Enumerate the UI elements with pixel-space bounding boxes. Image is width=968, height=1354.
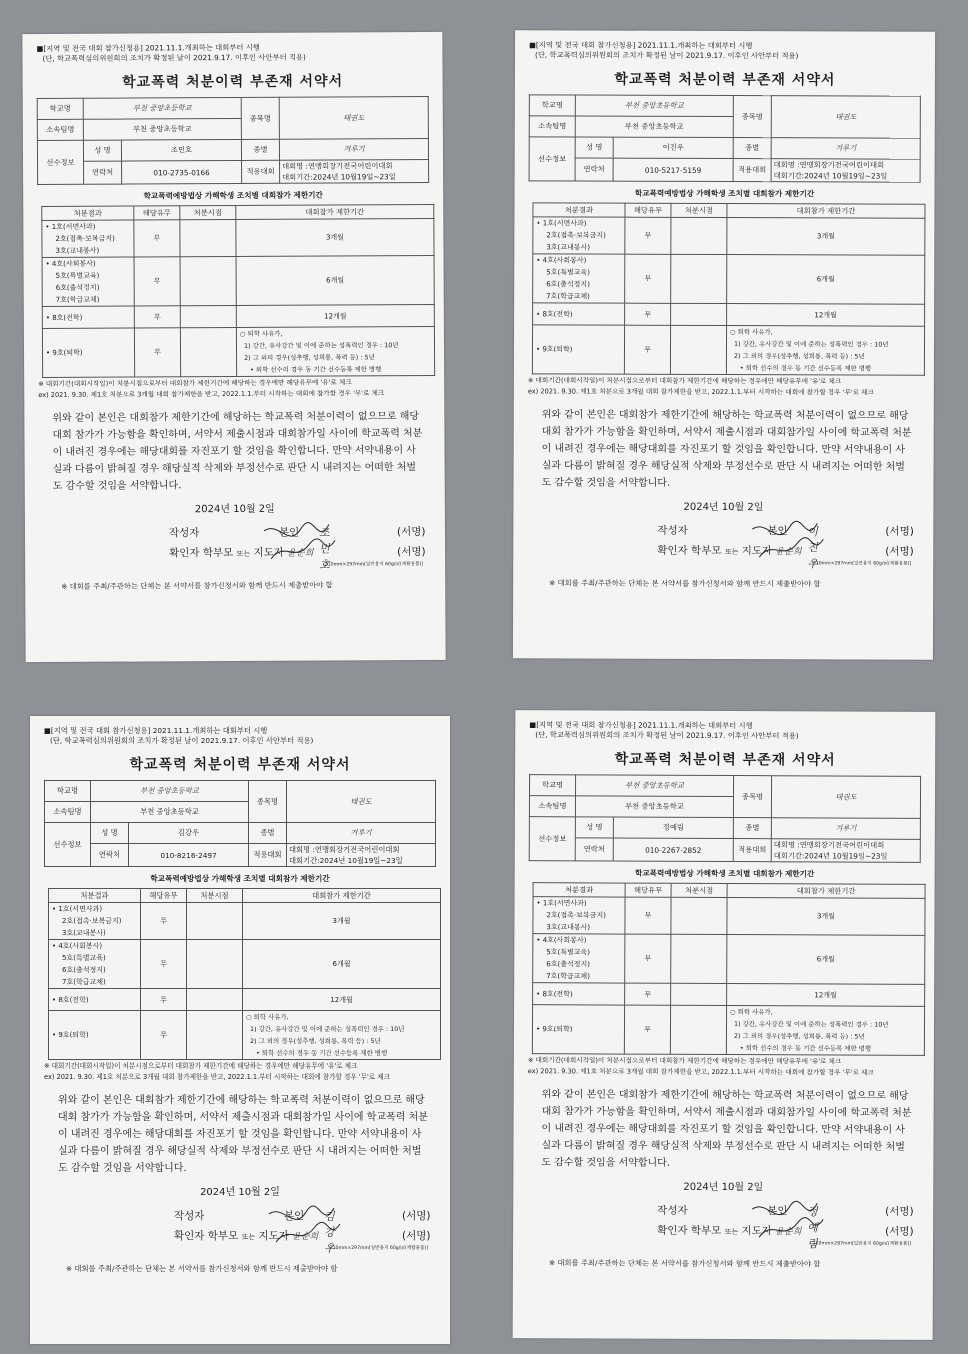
table-row (42, 255, 434, 306)
school-label: 학교명 (45, 781, 91, 802)
player-phone: 010-2735-0166 (122, 160, 242, 184)
list-item: 6호(출석정지) (55, 283, 100, 292)
period-value: 6개월 (727, 255, 925, 305)
col-period: 대회참가 제한기간 (236, 204, 434, 219)
player-name: 조민호 (121, 139, 241, 161)
school-value: 부천 중앙초등학교 (83, 97, 241, 119)
writer-label: 작성자 (174, 1210, 205, 1222)
col-applicable: 해당유무 (134, 206, 180, 220)
applicable-value: 무 (141, 940, 187, 989)
applicable-value: 무 (134, 257, 180, 306)
parent-label: 학부모 (207, 1230, 239, 1242)
list-item: 3호(교내봉사) (546, 243, 591, 252)
or-label: 또는 (724, 548, 739, 557)
team-label: 소속팀명 (529, 116, 575, 137)
expulsion-line: • 퇴학 선수의 경우 동 기간 선수등록 제한 병행 (739, 1044, 872, 1053)
contact-label: 연락처 (91, 844, 129, 867)
table-row (49, 1011, 441, 1060)
header-line: ■[지역 및 전국 대회 참가신청용] 2021.11.1.개최하는 대회부터 시행 (44, 726, 268, 735)
comp-period: 대회기간:2024년 10월19일~23일 (282, 172, 396, 182)
date-cell (671, 217, 727, 254)
list-item: 2호(접촉·보복금지) (62, 917, 122, 925)
team-label: 소속팀명 (529, 796, 575, 817)
list-item: 5호(특별교육) (546, 948, 591, 957)
date-cell (670, 325, 726, 374)
date-cell (180, 305, 236, 327)
list-item: 2호(접촉·보복금지) (546, 911, 606, 920)
list-item: • 1호(서면사과) (536, 219, 587, 228)
period-value: 3개월 (236, 218, 434, 256)
list-item: • 8호(전학) (49, 989, 141, 1011)
list-item: • 9호(퇴학) (42, 328, 134, 377)
list-item: 2호(접촉·보복금지) (55, 234, 115, 243)
applicable-value: 무 (625, 254, 671, 303)
header-subline: (단, 학교폭력심의위원회의 조치가 확정된 날이 2021.9.17. 이후인 사안부터 적용) (535, 730, 799, 741)
expulsion-line: 1) 강간, 유사강간 및 이에 준하는 성폭력인 경우 : 10년 (733, 1020, 889, 1029)
player-info-table (37, 96, 429, 185)
date-cell (180, 219, 236, 256)
date-cell (671, 983, 727, 1005)
header-line: ■[지역 및 전국 대회 참가신청용] 2021.11.1.개최하는 대회부터 시행 (529, 720, 753, 731)
player-phone: 010-8216-2497 (129, 844, 249, 867)
school-value: 부천 중앙초등학교 (575, 95, 733, 117)
col-period: 대회참가 제한기간 (243, 889, 441, 903)
comp-label: 적용대회 (733, 159, 771, 182)
header-subline: (단, 학교폭력심의위원회의 조치가 확정된 날이 2021.9.17. 이후인 사안부터 적용) (42, 52, 306, 63)
player-info-label: 선수정보 (529, 137, 575, 181)
expulsion-line: ○ 퇴학 사유가, (246, 1013, 289, 1021)
pledge-date: 2024년 10월 2일 (200, 1187, 280, 1198)
expulsion-line: ○ 퇴학 사유가, (730, 328, 773, 337)
date-cell (671, 897, 727, 934)
pledge-text: 위와 같이 본인은 대회참가 제한기간에 해당하는 학교폭력 처분이력이 없으므로 해당 대회 참가가 가능함을 확인하며, 서약서 제출시점과 대회참가일 사이에 학교폭력 처분이 내려진 경우에는 해당대회를 자진포기 할 것임을 확인합니다. 만약 서약내용이 사실과 다름이 밝혀질 경우 해당실적 삭제와 부정선수로 판단 시 내려지는 어떠한 처벌도 감수할 것임을 서약합니다. (58, 1095, 428, 1174)
coach-sign: 윤순희 (775, 1227, 802, 1238)
list-item: 6호(출석정지) (62, 966, 106, 974)
list-item: • 4호(사회봉사) (536, 936, 587, 945)
table-note: ※ 대회기간(대회시작일)이 처분시점으로부터 대회참가 제한기간에 해당하는 경우에만 해당유무에 '유'로 체크 (527, 376, 842, 386)
signature-block (44, 1208, 436, 1255)
period-value: 6개월 (236, 255, 434, 305)
or-label: 또는 (241, 1233, 256, 1241)
applicable-value: 무 (134, 306, 180, 328)
list-item: • 9호(퇴학) (532, 1005, 624, 1054)
sign-mark: (서명) (397, 545, 426, 559)
coach-label: 지도자 (741, 1225, 773, 1238)
table-row (49, 940, 441, 989)
pledge-text: 위와 같이 본인은 대회참가 제한기간에 해당하는 학교폭력 처분이력이 없으므로 해당 대회 참가가 가능함을 확인하며, 서약서 제출시점과 대회참가일 사이에 학교폭력 처분이 내려진 경우에는 해당대회를 자진포기 할 것임을 확인합니다. 만약 서약내용이 사실과 다름이 밝혀질 경우 해당실적 삭제와 부정선수로 판단 시 내려지는 어떠한 처벌도 감수할 것임을 서약합니다. (541, 409, 912, 489)
list-item: • 4호(사회봉사) (45, 259, 96, 268)
table-note-example: ex) 2021. 9.30. 제1호 처분으로 3개월 대회 참가제한을 받고, 2022.1.1.부터 시작하는 대회에 참가할 경우 '무'로 체크 (527, 387, 874, 397)
col-applicable: 해당유무 (625, 883, 671, 897)
player-info-table (529, 94, 921, 182)
table-row (533, 254, 925, 304)
applicable-value: 무 (625, 934, 671, 983)
applicable-value: 무 (625, 983, 671, 1005)
player-info-label: 선수정보 (45, 823, 91, 867)
period-value: 6개월 (727, 935, 925, 985)
expulsion-line: 2) 그 외의 경우(성추행, 성희롱, 폭력 등) : 5년 (733, 1032, 865, 1041)
team-value: 부천 중앙초등학교 (575, 796, 733, 818)
list-item: 7호(학급교체) (55, 295, 100, 304)
team-label: 소속팀명 (37, 119, 83, 140)
footer-note: ※ 대회를 주최/주관하는 단체는 본 서약서를 참가신청서와 함께 반드시 제출받아야 함 (548, 1258, 821, 1269)
expulsion-line: 1) 강간, 유사강간 및 이에 준하는 성폭력인 경우 : 10년 (250, 1025, 405, 1033)
player-info-table (44, 780, 436, 867)
table-row (533, 934, 925, 985)
school-value: 부천 중앙초등학교 (91, 781, 249, 802)
table-row (49, 903, 441, 940)
date-cell (671, 254, 727, 303)
school-value: 부천 중앙초등학교 (575, 775, 733, 797)
signed-name: 김강우 (324, 1210, 335, 1255)
comp-period: 대회기간:2024년 10월19일~23일 (773, 851, 888, 861)
school-label: 학교명 (37, 98, 83, 119)
date-cell (187, 989, 243, 1011)
expulsion-line: • 퇴학 선수의 경우 동 기간 선수등록 제한 병행 (250, 365, 382, 374)
sport-label: 종목명 (733, 776, 771, 818)
col-date: 처분시점 (671, 883, 727, 897)
restriction-table (41, 204, 435, 378)
sign-mark: (서명) (885, 1225, 914, 1238)
signature-block (527, 522, 919, 571)
expulsion-line: • 퇴학 선수의 경우 동 기간 선수등록 제한 병행 (256, 1049, 388, 1057)
sport-value: 태권도 (771, 776, 920, 819)
table-row (49, 989, 441, 1011)
header-subline: (단, 학교폭력심의위원회의 조치가 확정된 날이 2021.9.17. 이후인 사안부터 적용) (50, 736, 314, 745)
col-result: 처분결과 (533, 883, 625, 897)
applicable-value: 무 (624, 1005, 670, 1054)
contact-label: 연락처 (575, 838, 613, 861)
pledge-text: 위와 같이 본인은 대회참가 제한기간에 해당하는 학교폭력 처분이력이 없으므로 해당 대회 참가가 가능함을 확인하며, 서약서 제출시점과 대회참가일 사이에 학교폭력 처분이 내려진 경우에는 해당대회를 자진포기 할 것임을 확인합니다. 만약 서약내용이 사실과 다름이 밝혀질 경우 해당실적 삭제와 부정선수로 판단 시 내려지는 어떠한 처벌도 감수할 것임을 서약합니다. (541, 1089, 912, 1169)
comp-name: 대회명 :연맹회장기전국어린이대회 (282, 161, 393, 171)
table-row (532, 1005, 924, 1056)
restriction-table (532, 202, 926, 375)
restriction-subheading: 학교폭력예방법상 가해학생 조치별 대회참가 제한기간 (150, 874, 330, 883)
contact-label: 연락처 (575, 158, 613, 181)
signature-block (527, 1202, 919, 1251)
pledge-form (22, 32, 445, 662)
comp-name: 대회명 :연맹회장기전국어린이대회 (773, 160, 885, 170)
player-name: 김강우 (129, 823, 249, 844)
event-label: 종별 (733, 818, 771, 839)
event-value: 겨루기 (287, 823, 436, 844)
team-value: 부천 중앙초등학교 (83, 118, 241, 140)
list-item: • 8호(전학) (42, 306, 134, 328)
or-label: 또는 (724, 1228, 739, 1237)
footer-note: ※ 대회를 주최/주관하는 단체는 본 서약서를 참가신청서와 함께 반드시 제출받아야 함 (61, 580, 333, 591)
self-label: 본인 (278, 526, 300, 539)
date-cell (180, 327, 236, 376)
date-cell (187, 1011, 243, 1060)
col-date: 처분시점 (180, 205, 236, 219)
expulsion-line: 2) 그 외의 경우(성추행, 성희롱, 폭력 등) : 5년 (250, 1037, 381, 1045)
period-value: 12개월 (243, 989, 441, 1011)
list-item: • 8호(전학) (533, 303, 625, 325)
writer-label: 작성자 (657, 524, 688, 537)
parent-label: 학부모 (691, 544, 722, 557)
confirmer-label: 확인자 (169, 547, 200, 560)
signature-block (39, 524, 431, 570)
list-item: • 4호(사회봉사) (52, 942, 103, 950)
signature-scribble-icon (747, 517, 827, 563)
event-label: 종별 (733, 138, 771, 159)
table-note-example: ex) 2021. 9.30. 제1호 처분으로 3개월 대회 참가제한을 받고, 2022.1.1.부터 시작하는 대회에 참가할 경우 '무'로 체크 (527, 1067, 874, 1077)
date-cell (671, 303, 727, 325)
player-phone: 010-2267-2852 (613, 838, 733, 862)
expulsion-line: 2) 그 외의 경우(성추행, 성희롱, 폭력 등) : 5년 (244, 353, 375, 362)
period-value: 3개월 (727, 218, 925, 256)
signature-scribble-icon (747, 1197, 827, 1243)
list-item: 3호(교내봉사) (55, 246, 100, 255)
coach-sign: 윤순희 (775, 547, 802, 558)
list-item: • 9호(퇴학) (532, 325, 624, 374)
list-item: 6호(출석정지) (546, 960, 591, 969)
comp-label: 적용대회 (249, 844, 287, 867)
footer-note: ※ 대회를 주최/주관하는 단체는 본 서약서를 참가신청서와 함께 반드시 제출받아야 함 (66, 1264, 338, 1273)
team-value: 부천 중앙초등학교 (91, 802, 249, 823)
paper-spec: 210mm×297mm[일반용지 60g/㎡(재활용품)] (812, 1241, 912, 1247)
applicable-value: 무 (134, 220, 180, 257)
applicable-value: 무 (134, 328, 180, 377)
date-cell (671, 934, 727, 983)
restriction-subheading: 학교폭력예방법상 가해학생 조치별 대회참가 제한기간 (143, 190, 323, 201)
confirmer-label: 확인자 (657, 544, 688, 557)
applicable-value: 무 (624, 325, 670, 374)
applicable-value: 무 (141, 989, 187, 1011)
writer-label: 작성자 (657, 1204, 688, 1217)
writer-label: 작성자 (168, 527, 200, 540)
name-label: 성 명 (91, 823, 129, 844)
table-row (533, 303, 925, 326)
signature-scribble-icon (259, 518, 339, 564)
list-item: 7호(학급교체) (546, 292, 590, 301)
applicable-value: 무 (625, 303, 671, 325)
date-cell (187, 940, 243, 989)
list-item: 2호(접촉·보복금지) (546, 231, 606, 240)
restriction-table (48, 888, 441, 1060)
coach-sign: 윤순희 (292, 1232, 319, 1242)
restriction-table (532, 882, 926, 1056)
restriction-subheading: 학교폭력예방법상 가해학생 조치별 대회참가 제한기간 (634, 868, 815, 879)
header-line: ■[지역 및 전국 대회 참가신청용] 2021.11.1.개최하는 대회부터 시행 (529, 40, 753, 51)
parent-label: 학부모 (202, 547, 234, 560)
name-label: 성 명 (575, 137, 613, 158)
header-subline: (단, 학교폭력심의위원회의 조치가 확정된 날이 2021.9.17. 이후인 사안부터 적용) (534, 50, 799, 61)
sign-mark: (서명) (885, 525, 914, 538)
table-row (42, 326, 434, 377)
signed-name: 정예림 (807, 1205, 818, 1251)
restriction-subheading: 학교폭력예방법상 가해학생 조치별 대회참가 제한기간 (634, 188, 815, 199)
form-title: 학교폭력 처분이력 부존재 서약서 (614, 751, 836, 769)
coach-label: 지도자 (258, 1230, 289, 1242)
comp-label: 적용대회 (242, 160, 280, 183)
sport-label: 종목명 (249, 781, 287, 823)
list-item: • 1호(서면사과) (536, 899, 587, 908)
col-date: 처분시점 (187, 889, 243, 903)
name-label: 성 명 (83, 140, 121, 161)
table-row (42, 304, 434, 328)
pledge-date: 2024년 10월 2일 (683, 501, 764, 514)
period-value: 12개월 (236, 304, 434, 327)
sign-mark: (서명) (885, 545, 914, 558)
applicable-value: 무 (141, 1011, 187, 1060)
paper-spec: 210mm×297mm[일반용지 60g/㎡(재활용품)] (812, 561, 912, 567)
form-title: 학교폭력 처분이력 부존재 서약서 (129, 757, 351, 773)
comp-period: 대회기간:2024년 10월19일~23일 (289, 856, 403, 865)
pledge-date: 2024년 10월 2일 (683, 1181, 764, 1194)
applicable-value: 무 (625, 897, 671, 934)
col-applicable: 해당유무 (625, 203, 671, 217)
signed-name: 조민호 (318, 526, 330, 572)
paper-spec: 210mm×297mm[일반용지 60g/㎡(재활용품)] (329, 1246, 428, 1251)
col-applicable: 해당유무 (141, 889, 187, 903)
col-result: 처분결과 (49, 889, 141, 903)
player-info-label: 선수정보 (37, 140, 83, 184)
expulsion-line: ○ 퇴학 사유가, (239, 329, 283, 338)
event-label: 종별 (241, 139, 279, 160)
list-item: 7호(학급교체) (546, 972, 590, 981)
pledge-date: 2024년 10월 2일 (194, 503, 275, 516)
contact-label: 연락처 (84, 161, 122, 184)
sport-value: 태권도 (287, 781, 436, 823)
table-row (42, 218, 434, 257)
col-date: 처분시점 (671, 203, 727, 217)
pledge-form (30, 716, 450, 1344)
event-value: 겨루기 (771, 138, 920, 160)
list-item: • 1호(서면사과) (52, 905, 103, 913)
period-value: 3개월 (727, 898, 925, 936)
comp-period: 대회기간:2024년 10월19일~23일 (773, 171, 888, 181)
name-label: 성 명 (575, 817, 613, 838)
list-item: 5호(특별교육) (55, 271, 100, 280)
period-value: 12개월 (727, 984, 925, 1007)
date-cell (180, 256, 236, 305)
period-value: 12개월 (727, 304, 925, 327)
player-name: 이진우 (613, 137, 733, 158)
table-note-example: ex) 2021. 9.30. 제1호 처분으로 3개월 대회 참가제한을 받고, 2022.1.1.부터 시작하는 대회에 참가할 경우 '무'로 체크 (38, 389, 385, 400)
col-period: 대회참가 제한기간 (727, 204, 925, 219)
player-name: 정예림 (613, 817, 733, 839)
col-period: 대회참가 제한기간 (727, 884, 925, 899)
col-result: 처분결과 (42, 206, 134, 220)
list-item: • 8호(전학) (533, 983, 625, 1005)
col-result: 처분결과 (533, 203, 625, 217)
list-item: • 1호(서면사과) (45, 222, 96, 231)
sign-mark: (서명) (402, 1210, 431, 1222)
table-row (532, 325, 924, 375)
player-phone: 010-5217-5159 (613, 158, 733, 181)
list-item: 6호(출석정지) (546, 280, 590, 289)
header-line: ■[지역 및 전국 대회 참가신청용] 2021.11.1.개최하는 대회부터 시행 (36, 42, 260, 54)
sport-value: 태권도 (279, 96, 428, 139)
team-label: 소속팀명 (45, 802, 91, 823)
list-item: 3호(교내봉사) (546, 923, 591, 932)
period-value: 6개월 (243, 940, 441, 989)
player-info-table (529, 774, 921, 863)
sign-mark: (서명) (396, 526, 426, 539)
paper-spec: 210mm×297mm[일반용지 60g/㎡(재활용품)] (324, 562, 424, 568)
confirmer-label: 확인자 (174, 1230, 205, 1242)
applicable-value: 무 (625, 217, 671, 254)
table-note: ※ 대회기간(대회시작일)이 처분시점으로부터 대회참가 제한기간에 해당하는 경우에만 해당유무에 '유'로 체크 (44, 1062, 358, 1070)
school-label: 학교명 (529, 775, 575, 796)
date-cell (670, 1005, 726, 1054)
sport-label: 종목명 (733, 96, 771, 138)
self-label: 본인 (767, 1205, 788, 1218)
list-item: 5호(특별교육) (546, 268, 591, 277)
player-info-label: 선수정보 (529, 817, 575, 861)
pledge-text: 위와 같이 본인은 대회참가 제한기간에 해당하는 학교폭력 처분이력이 없으므로 해당 대회 참가가 가능함을 확인하며, 서약서 제출시점과 대회참가일 사이에 학교폭력 처분이 내려진 경우에는 해당대회를 자진포기 할 것임을 확인합니다. 만약 서약내용이 사실과 다름이 밝혀질 경우 해당실적 삭제와 부정선수로 판단 시 내려지는 어떠한 처벌도 감수할 것임을 서약합니다. (52, 411, 423, 492)
form-title: 학교폭력 처분이력 부존재 서약서 (122, 73, 344, 91)
signature-scribble-icon (264, 1202, 344, 1248)
comp-name: 대회명 :연맹회장기전국어린이대회 (289, 845, 400, 854)
expulsion-line: 1) 강간, 유사강간 및 이에 준하는 성폭력인 경우 : 10년 (733, 340, 889, 349)
parent-label: 학부모 (690, 1224, 722, 1237)
list-item: • 9호(퇴학) (49, 1011, 141, 1060)
coach-sign: 윤순희 (287, 548, 314, 559)
coach-label: 지도자 (741, 545, 773, 558)
table-row (533, 983, 925, 1007)
expulsion-line: 1) 강간, 유사강간 및 이에 준하는 성폭력인 경우 : 10년 (243, 341, 399, 350)
event-label: 종별 (249, 823, 287, 844)
table-row (533, 217, 925, 255)
event-value: 겨루기 (279, 138, 428, 160)
self-label: 본인 (284, 1210, 305, 1222)
confirmer-label: 확인자 (657, 1224, 688, 1237)
pledge-form (513, 710, 936, 1340)
self-label: 본인 (767, 525, 788, 538)
school-label: 학교명 (529, 95, 575, 116)
sign-mark: (서명) (402, 1230, 431, 1242)
table-note: ※ 대회기간(대회시작일)이 처분시점으로부터 대회참가 제한기간에 해당하는 경우에만 해당유무에 '유'로 체크 (527, 1056, 842, 1066)
period-value: 3개월 (243, 903, 441, 940)
sport-value: 태권도 (771, 96, 920, 139)
sport-label: 종목명 (241, 97, 279, 139)
expulsion-line: ○ 퇴학 사유가, (730, 1008, 773, 1017)
comp-label: 적용대회 (733, 839, 771, 862)
table-note: ※ 대회기간(대회시작일)이 처분시점으로부터 대회참가 제한기간에 해당하는 경우에만 해당유무에 '유'로 체크 (38, 378, 352, 389)
footer-note: ※ 대회를 주최/주관하는 단체는 본 서약서를 참가신청서와 함께 반드시 제출받아야 함 (549, 578, 821, 589)
applicable-value: 무 (141, 903, 187, 940)
team-value: 부천 중앙초등학교 (575, 116, 733, 138)
date-cell (187, 903, 243, 940)
list-item: 7호(학급교체) (62, 978, 106, 986)
form-title: 학교폭력 처분이력 부존재 서약서 (614, 71, 836, 89)
list-item: 3호(교내봉사) (62, 929, 106, 937)
pledge-form (513, 30, 935, 659)
table-row (533, 897, 925, 936)
event-value: 겨루기 (771, 818, 920, 840)
table-note-example: ex) 2021. 9.30. 제1호 처분으로 3개월 대회 참가제한을 받고, 2022.1.1.부터 시작하는 대회에 참가할 경우 '무'로 체크 (44, 1073, 391, 1081)
list-item: 5호(특별교육) (62, 954, 106, 962)
or-label: 또는 (236, 549, 251, 558)
list-item: • 4호(사회봉사) (536, 256, 587, 265)
comp-name: 대회명 :연맹회장기전국어린이대회 (773, 840, 885, 850)
sign-mark: (서명) (885, 1205, 914, 1218)
signed-name: 이진우 (807, 525, 819, 571)
expulsion-line: 2) 그 외의 경우(성추행, 성희롱, 폭력 등) : 5년 (733, 352, 865, 361)
expulsion-line: • 퇴학 선수의 경우 동 기간 선수등록 제한 병행 (739, 364, 872, 373)
coach-label: 지도자 (253, 546, 284, 559)
